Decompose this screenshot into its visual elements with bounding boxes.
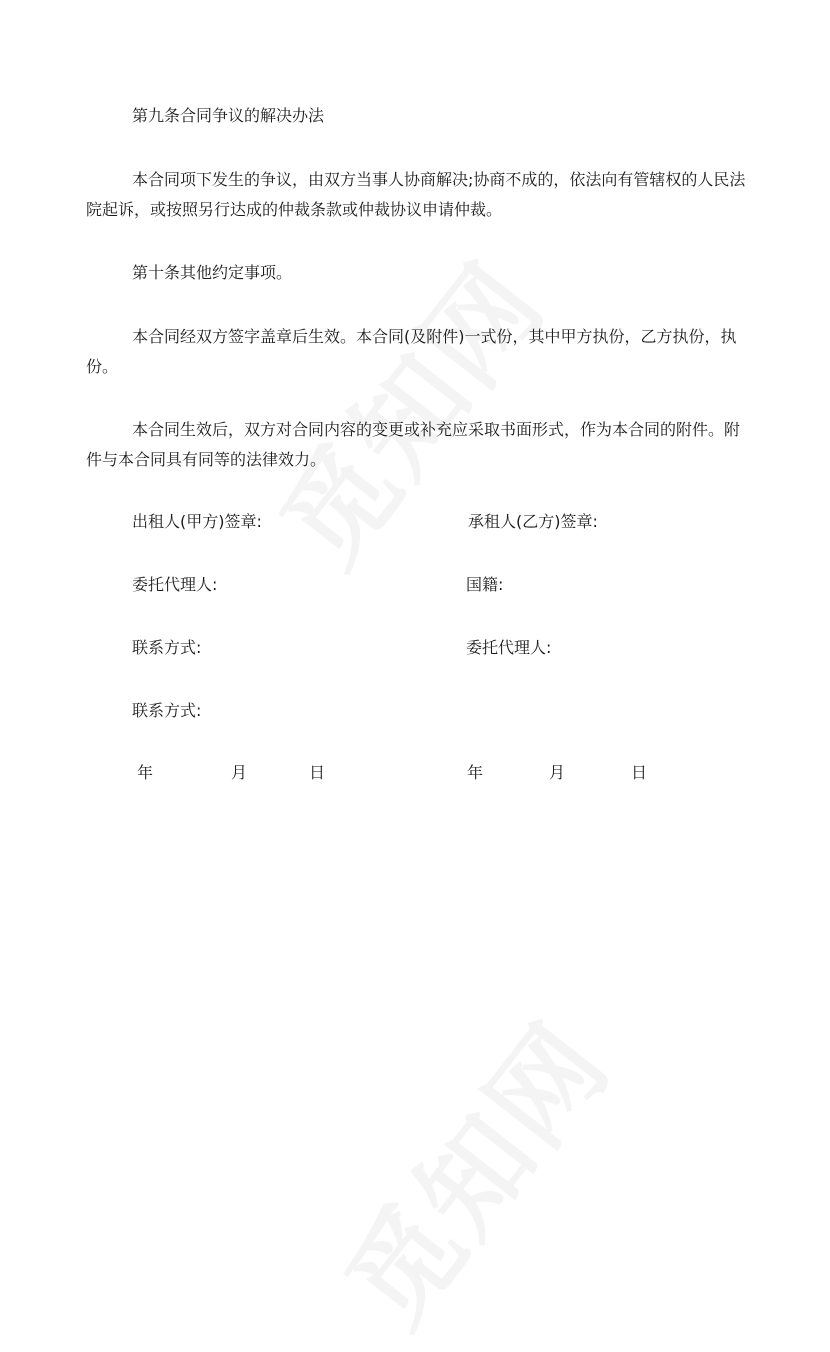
lessor-date-year: 年 <box>137 763 154 782</box>
lessee-seal-label: 承租人(乙方)签章: <box>468 512 598 531</box>
article-10-body-1: 本合同经双方签字盖章后生效。本合同(及附件)一式份，其中甲方执份，乙方执份，执份。 <box>86 327 737 376</box>
article-9-body: 本合同项下发生的争议，由双方当事人协商解决;协商不成的，依法向有管辖权的人民法院起诉，或按照另行达成的仲裁条款或仲裁协议申请仲裁。 <box>86 170 746 219</box>
lessor-contact-label: 联系方式: <box>132 638 202 657</box>
lessee-agent-label: 委托代理人: <box>466 638 552 657</box>
lessee-nationality-label: 国籍: <box>466 575 504 594</box>
article-10-body-2: 本合同生效后，双方对合同内容的变更或补充应采取书面形式，作为本合同的附件。附件与本合同具有同等的法律效力。 <box>86 420 741 469</box>
article-9-heading: 第九条合同争议的解决办法 <box>132 106 325 125</box>
lessee-date-year: 年 <box>467 763 484 782</box>
lessee-date-month: 月 <box>549 763 566 782</box>
lessor-date-day: 日 <box>309 763 326 782</box>
lessor-agent-label: 委托代理人: <box>132 575 218 594</box>
lessor-seal-label: 出租人(甲方)签章: <box>132 512 262 531</box>
lessor-contact-label-2: 联系方式: <box>132 701 202 720</box>
lessee-date-day: 日 <box>631 763 648 782</box>
watermark <box>303 986 638 1352</box>
article-10-heading: 第十条其他约定事项。 <box>132 263 293 282</box>
lessor-date-month: 月 <box>231 763 248 782</box>
